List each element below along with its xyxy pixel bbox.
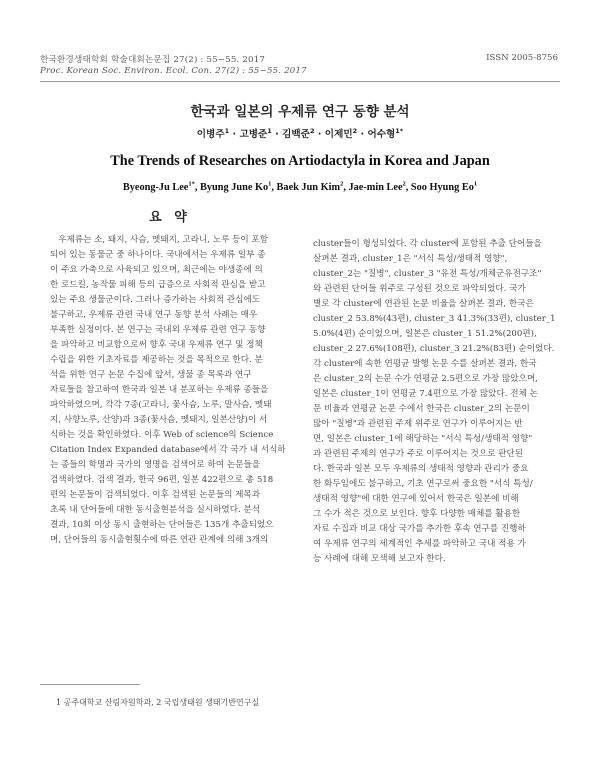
- abstract-line: cluster_2 27.6%(108편), cluster_3 21.2%(83편) 순이었다.: [313, 344, 555, 354]
- author-name: 고병준: [239, 129, 268, 140]
- abstract-line: 문 비율과 연평균 논문 수에서 한국은 cluster_2의 논문이: [313, 404, 530, 414]
- header-divider: [40, 81, 560, 82]
- abstract-line: 우제류는 소, 돼지, 사슴, 멧돼지, 고라니, 노루 등이 포함: [50, 235, 269, 245]
- abstract-line: 자료 수집과 비교 대상 국가를 추가한 후속 연구를 진행하: [313, 524, 526, 534]
- author-affiliation-mark: 1*: [188, 180, 195, 188]
- abstract-line: 한 로드킬, 농작물 피해 등의 급증으로 사회적 관심을 받고: [50, 280, 266, 290]
- author-affiliation-mark: 1: [268, 180, 272, 188]
- author-affiliation-mark: 2: [340, 180, 344, 188]
- abstract-line: 을 파악하고 비교함으로써 향후 국내 우제류 연구 및 정책: [50, 340, 263, 350]
- abstract-line: 능 사례에 대해 모색해 보고자 한다.: [313, 554, 446, 564]
- abstract-line: 5.0%(4편) 순이었으며, 일본은 cluster_1 51.2%(200편),: [313, 329, 537, 339]
- issn-number: ISSN 2005-8756: [486, 53, 558, 63]
- abstract-line: 한 화두임에도 불구하고, 기초 연구로써 중요한 "서식 특성/: [313, 479, 533, 489]
- abstract-line: 은 cluster_2의 논문 수가 연평균 2.5편으로 가장 많았으며,: [313, 374, 538, 384]
- author-name: 어수형: [367, 129, 396, 140]
- author-affiliation-mark: 1*: [395, 126, 404, 135]
- author-name: Jae-min Lee: [348, 182, 403, 193]
- journal-citation-en: Proc. Korean Soc. Environ. Ecol. Con. 27(2) : 55~55. 2017: [40, 66, 307, 76]
- abstract-line: 자료들을 참고하여 한국과 일본 내 분포하는 우제류 종들을: [50, 385, 269, 395]
- abstract-line: Citation Index Expanded database에서 각 국가 내 서식하: [50, 445, 286, 455]
- abstract-line: 와 관련된 단어들 위주로 구성된 것으로 파악되었다. 국가: [313, 284, 526, 294]
- abstract-line: 살펴본 결과, cluster_1은 "서식 특성/생태적 영향",: [313, 254, 508, 264]
- author-list-kr: 이병주$^1$ · 고병준$^1$ · 김백준$^2$ · 이제민$^2$ · 어수형$^{1*}$: [196, 126, 404, 140]
- abstract-line: 석을 위한 연구 논문 수집에 앞서, 생물 종 목록과 연구: [50, 370, 252, 380]
- abstract-line: 별로 각 cluster에 연관된 논문 비율을 살펴본 결과, 한국은: [313, 299, 534, 309]
- abstract-line: 부족한 실정이다. 본 연구는 국내외 우제류 관련 연구 동향: [50, 325, 266, 335]
- author-affiliation-mark: 1: [473, 180, 478, 188]
- author-name: 이병주: [196, 129, 225, 140]
- author-name: Baek Jun Kim: [276, 182, 341, 193]
- journal-citation-kr: 한국환경생태학회 학술대회논문집 27(2) : 55~55. 2017: [40, 55, 266, 65]
- abstract-line: 그 수가 적은 것으로 보인다. 향후 다양한 매체를 활용한: [313, 509, 521, 519]
- footnote-divider: [40, 684, 140, 685]
- author-affiliation-mark: 2: [402, 180, 406, 188]
- author-name: Soo Hyung Eo: [410, 182, 474, 193]
- abstract-line: 면, 일본은 cluster_1에 해당하는 "서식 특성/생태적 영향": [313, 434, 533, 444]
- abstract-line: 결과, 10회 이상 동시 출현하는 단어들은 135개 추출되었으: [50, 520, 274, 530]
- abstract-line: 편의 논문들이 검색되었다. 이후 검색된 논문들의 제목과: [50, 490, 261, 500]
- abstract-line: 식하는 것을 확인하였다. 이후 Web of science의 Science: [50, 430, 274, 440]
- author-affiliation-mark: 1: [224, 126, 230, 135]
- author-affiliation-mark: 2: [309, 126, 315, 135]
- abstract-line: 초록 내 단어들에 대한 동시출현분석을 실시하였다. 분석: [50, 505, 261, 515]
- abstract-line: cluster들이 형성되었다. 각 cluster에 포함된 추출 단어들을: [313, 239, 542, 249]
- paper-title-en: The Trends of Researches on Artiodactyla in Korea and Japan: [110, 153, 490, 169]
- abstract-line: 되어 있는 동물군 중 하나이다. 국내에서는 우제류 일부 종: [50, 250, 266, 260]
- author-name: Byeong-Ju Lee: [122, 182, 189, 193]
- abstract-left-column: [50, 233, 292, 548]
- abstract-line: 다. 한국과 일본 모두 우제류의 생태적 영향과 관리가 중요: [313, 464, 529, 474]
- abstract-line: 과 관련된 주제의 연구가 주로 이루어지는 것으로 판단된: [313, 449, 524, 459]
- abstract-line: 검색하였다. 검색 결과, 한국 96편, 일본 422편으로 총 518: [50, 475, 274, 485]
- abstract-line: 생태적 영향"에 대한 연구에 있어서 한국은 일본에 비해: [313, 494, 519, 504]
- abstract-line: cluster_2 53.8%(43편), cluster_3 41.3%(33편), cluster_1: [313, 314, 556, 324]
- abstract-line: 파악하였으며, 각각 7종(고라니, 꽃사슴, 노루, 말사슴, 멧돼: [50, 400, 272, 410]
- abstract-line: 수립을 위한 기초자료를 제공하는 것을 목적으로 한다. 분: [50, 355, 263, 365]
- abstract-line: 지, 사향노루, 산양)과 3종(꽃사슴, 멧돼지, 일본산양)이 서: [50, 415, 268, 425]
- abstract-line: 며, 단어들의 동시출현횟수에 따른 연관 관계에 의해 3개의: [50, 535, 269, 545]
- abstract-line: cluster_2는 "질병", cluster_3 "유전 특성/개체군유전구조": [313, 269, 542, 279]
- abstract-line: 불구하고, 우제류 관련 국내 연구 동향 분석 사례는 매우: [50, 310, 258, 320]
- author-affiliation-mark: 2: [352, 126, 358, 135]
- author-name: Byung June Ko: [200, 182, 269, 193]
- abstract-line: 는 종들의 학명과 국가의 영명을 검색어로 하여 논문들을: [50, 460, 261, 470]
- author-name: 이제민: [324, 129, 353, 140]
- author-affiliation-mark: 1: [267, 126, 272, 135]
- abstract-line: 각 cluster에 속한 연평균 발행 논문 수를 살펴본 결과, 한국: [313, 359, 537, 369]
- abstract-line: 많아 "질병"과 관련된 주제 위주로 연구가 이루어지는 반: [313, 419, 523, 429]
- abstract-line: 여 우제류 연구의 세계적인 추세를 파악하고 국내 적용 가: [313, 539, 526, 549]
- abstract-heading: 요 약: [149, 210, 191, 225]
- abstract-line: 일본은 cluster_1이 연평균 7.4편으로 가장 많았다. 전체 논: [313, 389, 538, 399]
- abstract-line: 이 주요 가축으로 사육되고 있으며, 최근에는 야생종에 의: [50, 265, 263, 275]
- abstract-line: 있는 주요 생물군이다. 그러나 증가하는 사회적 관심에도: [50, 295, 261, 305]
- paper-title-kr: 한국과 일본의 우제류 연구 동향 분석: [190, 104, 410, 120]
- abstract-right-column: [313, 237, 556, 567]
- affiliation-footnote: 1 공주대학교 산림자원학과, 2 국립생태원 생태기반연구실: [56, 698, 260, 707]
- author-name: 김백준: [282, 129, 310, 140]
- author-list-en: Byeong-Ju Lee$^{1*}$, Byung June Ko$^1$, Baek Jun Kim$^2$, Jae-min Lee$^2$, Soo Hyung Eo$^1$: [122, 180, 478, 193]
